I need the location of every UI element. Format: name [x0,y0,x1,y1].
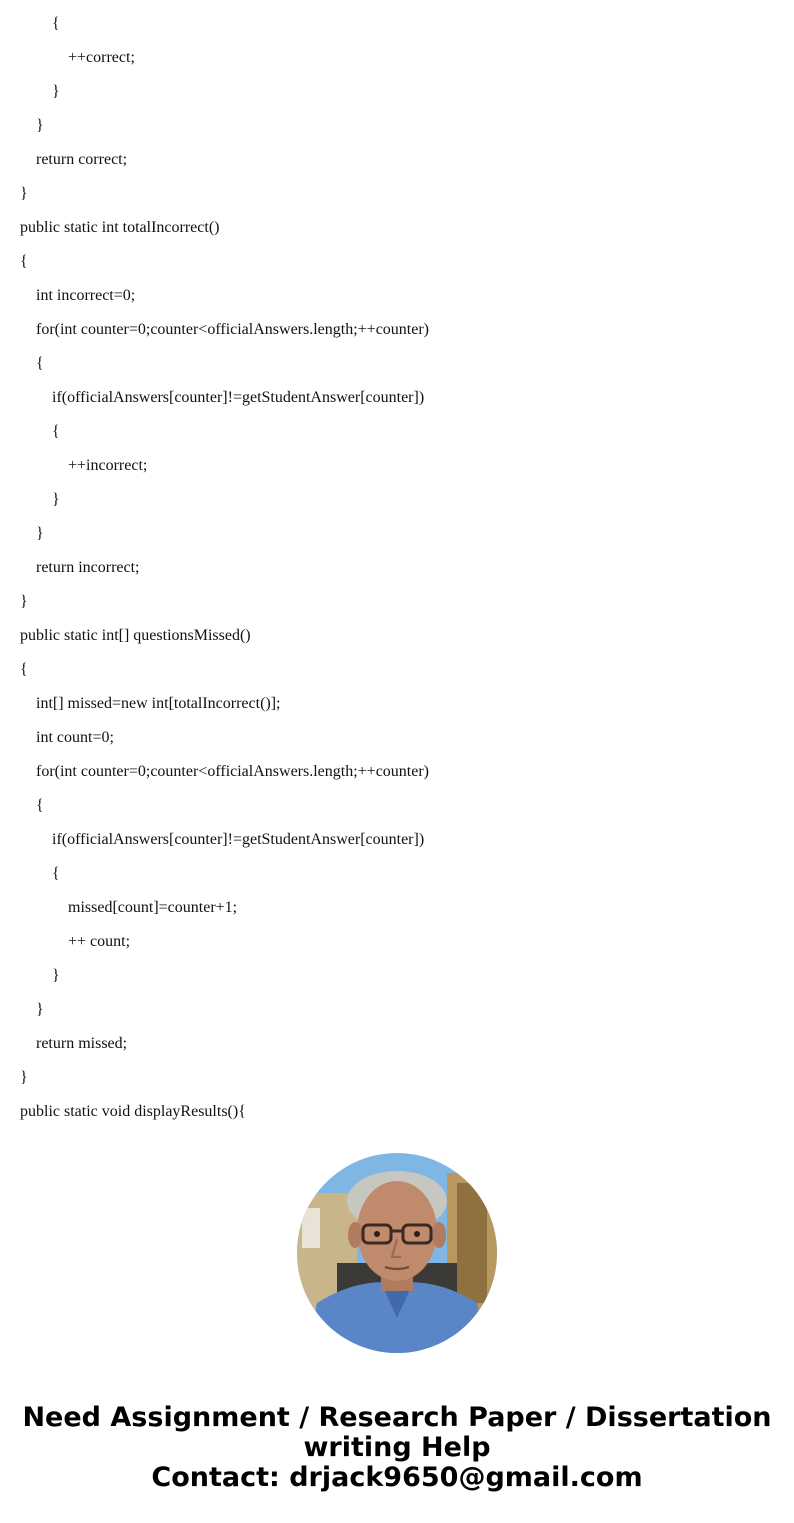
code-line: } [20,525,44,542]
code-line: ++ count; [20,933,131,950]
code-line: for(int counter=0;counter<officialAnswers.length;++counter) [20,321,430,338]
promo-contact[interactable]: Contact: drjack9650@gmail.com [151,1462,643,1493]
code-line: { [20,797,44,814]
code-line: return incorrect; [20,559,140,576]
code-line: { [20,661,28,678]
code-line: missed[count]=counter+1; [20,899,238,916]
code-line: public static void displayResults(){ [20,1103,246,1120]
code-line: ++correct; [20,49,135,66]
code-line: } [20,491,60,508]
promo-banner [0,1403,794,1493]
code-line: public static int totalIncorrect() [20,219,220,236]
code-line: } [20,83,60,100]
code-line: ++incorrect; [20,457,148,474]
code-line: int[] missed=new int[totalIncorrect()]; [20,695,281,712]
code-listing [20,7,780,1129]
code-line: { [20,865,60,882]
code-line: int incorrect=0; [20,287,136,304]
code-line: } [20,1069,28,1086]
code-line: int count=0; [20,729,114,746]
code-line: } [20,967,60,984]
promo-line-2: writing Help [303,1432,491,1463]
code-line: { [20,355,44,372]
code-line: } [20,117,44,134]
code-line: { [20,253,28,270]
code-line: } [20,593,28,610]
promo-line-1: Need Assignment / Research Paper / Dissertation [22,1402,772,1433]
code-line: if(officialAnswers[counter]!=getStudentAnswer[counter]) [20,831,425,848]
code-line: for(int counter=0;counter<officialAnswers.length;++counter) [20,763,430,780]
code-line: } [20,1001,44,1018]
code-line: if(officialAnswers[counter]!=getStudentAnswer[counter]) [20,389,425,406]
author-photo-icon [297,1153,497,1353]
code-line: { [20,423,60,440]
author-avatar [297,1153,497,1353]
code-line: return correct; [20,151,128,168]
code-line: { [20,15,60,32]
code-line: } [20,185,28,202]
code-line: public static int[] questionsMissed() [20,627,251,644]
code-line: return missed; [20,1035,128,1052]
